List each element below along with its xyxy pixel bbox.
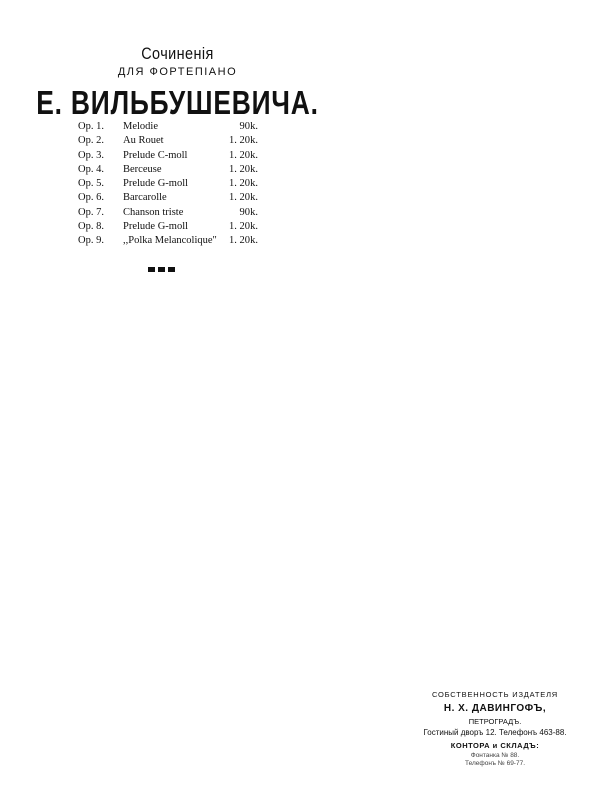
work-title: Prelude C-moll xyxy=(123,149,188,161)
composer-name: Е. ВИЛЬБУШЕВИЧА. xyxy=(36,84,319,121)
work-op: Op. 1. xyxy=(78,121,104,132)
work-unit: k. xyxy=(250,235,258,247)
work-title: Au Rouet xyxy=(123,135,164,147)
work-price: 1. 20 xyxy=(229,163,250,175)
work-unit: k. xyxy=(250,163,258,175)
publisher-imprint xyxy=(400,690,590,767)
work-row xyxy=(78,234,258,248)
work-op: Op. 4. xyxy=(78,163,104,175)
work-op: Op. 5. xyxy=(78,178,104,190)
work-unit: k. xyxy=(250,149,258,161)
work-row xyxy=(78,191,258,205)
work-row xyxy=(78,149,258,163)
work-price: 1. 20 xyxy=(229,178,250,190)
work-price: 1. 20 xyxy=(229,135,250,147)
imprint-office-address: Фонтанка № 88. xyxy=(470,752,520,759)
work-title: Prelude G-moll xyxy=(123,178,189,190)
imprint-office: КОНТОРА и СКЛАДЪ: xyxy=(450,741,540,750)
work-title: Berceuse xyxy=(123,163,162,175)
work-unit: k. xyxy=(250,206,258,218)
works-list xyxy=(78,120,258,249)
work-price: 90 xyxy=(239,206,250,218)
imprint-address: Гостиный дворъ 12. Телефонъ 463-88. xyxy=(423,728,567,737)
work-price: 1. 20 xyxy=(229,221,250,233)
work-unit: k. xyxy=(250,178,258,190)
work-row xyxy=(78,134,258,148)
work-row xyxy=(78,220,258,234)
work-row xyxy=(78,163,258,177)
work-op: Op. 6. xyxy=(78,192,104,204)
imprint-city: ПЕТРОГРАДЪ. xyxy=(468,717,522,726)
work-unit: k. xyxy=(250,192,258,204)
work-title: ,,Polka Melancolique" xyxy=(123,235,217,247)
work-row xyxy=(78,177,258,191)
work-unit: k. xyxy=(250,121,258,132)
title-line-for-piano: ДЛЯ ФОРТЕПІАНО xyxy=(117,66,238,78)
work-title: Melodie xyxy=(123,121,158,132)
imprint-line-1: СОБСТВЕННОСТЬ ИЗДАТЕЛЯ xyxy=(431,690,559,699)
publisher-name: Н. Х. ДАВИНГОФЪ, xyxy=(443,703,547,714)
work-op: Op. 3. xyxy=(78,149,104,161)
work-title: Chanson triste xyxy=(123,206,184,218)
work-op: Op. 2. xyxy=(78,135,104,147)
ornament-dots xyxy=(148,259,178,277)
work-op: Op. 8. xyxy=(78,221,104,233)
work-price: 1. 20 xyxy=(229,149,250,161)
work-price: 1. 20 xyxy=(229,235,250,247)
work-title: Barcarolle xyxy=(123,192,167,204)
work-unit: k. xyxy=(250,135,258,147)
work-price: 1. 20 xyxy=(229,192,250,204)
work-price: 90 xyxy=(239,121,250,132)
work-title: Prelude G-moll xyxy=(123,221,189,233)
imprint-office-phone: Телефонъ № 69-77. xyxy=(464,760,526,767)
work-op: Op. 9. xyxy=(78,235,104,247)
work-row xyxy=(78,120,258,134)
work-unit: k. xyxy=(250,221,258,233)
title-line-works: Сочиненія xyxy=(141,44,214,63)
work-op: Op. 7. xyxy=(78,206,104,218)
work-row xyxy=(78,206,258,220)
